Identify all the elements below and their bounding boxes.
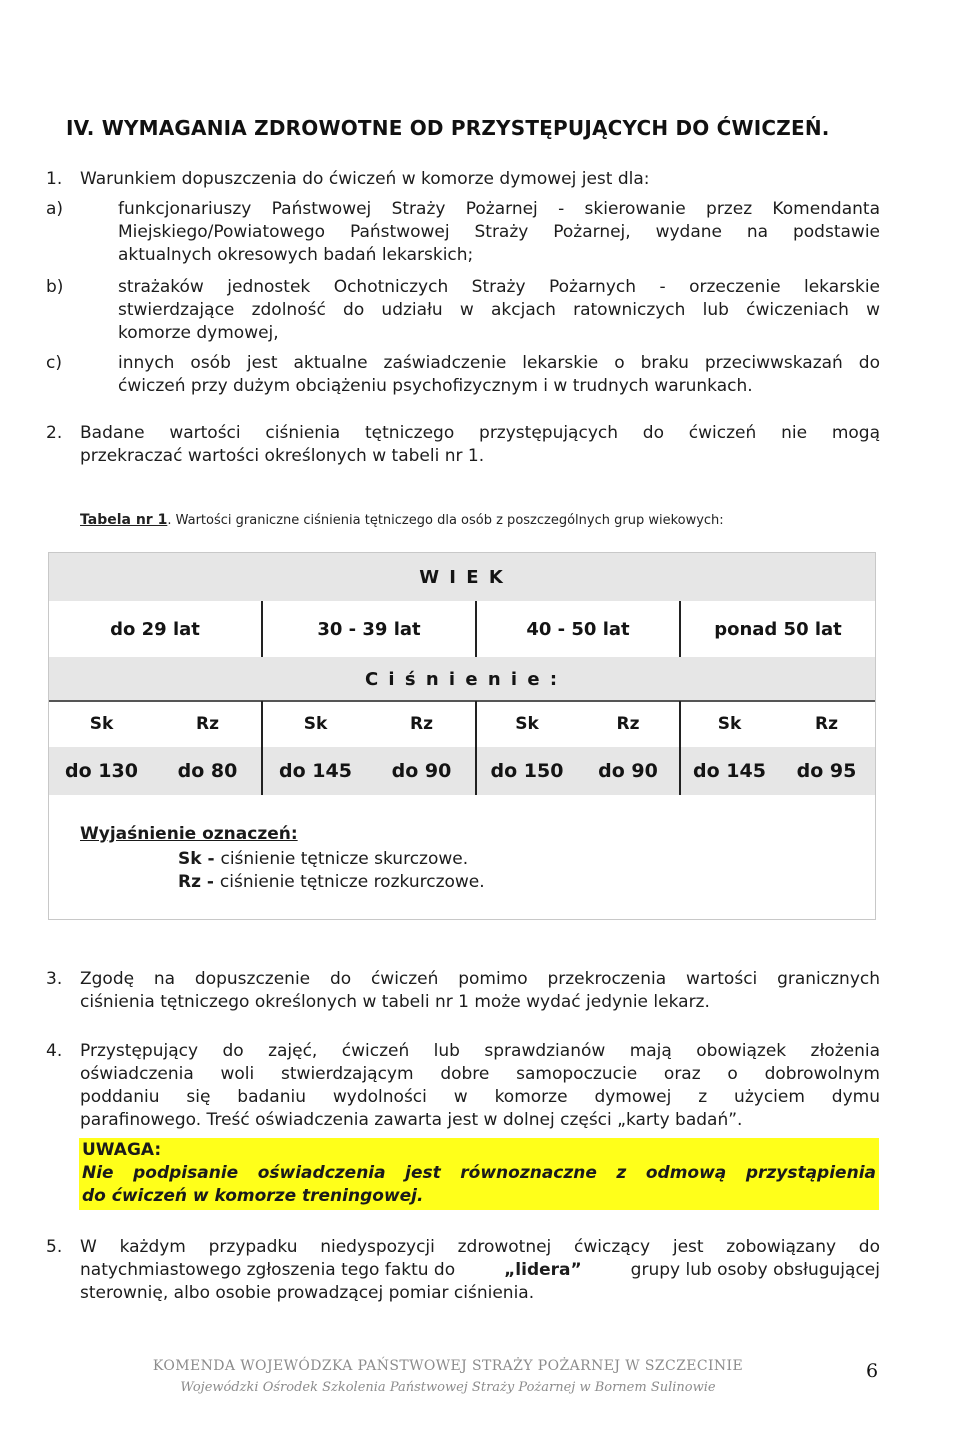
- sub-header-cell: Sk: [303, 714, 328, 734]
- legend-desc: ciśnienie tętnicze skurczowe.: [220, 849, 469, 869]
- legend-abbr: Sk: [178, 849, 202, 869]
- item-a-line-1: funkcjonariuszy Państwowej Straży Pożarnej - skierowanie przez Komendanta: [118, 199, 880, 219]
- section-5-number: 5.: [46, 1237, 63, 1257]
- sub-header-cell: Rz: [368, 701, 477, 747]
- legend-desc: ciśnienie tętnicze rozkurczowe.: [219, 872, 485, 892]
- item-a-line-2: Miejskiego/Powiatowego Państwowej Straży Pożarnej, wydane na podstawie: [118, 222, 880, 242]
- sub-header-cell: Sk: [717, 714, 742, 734]
- section-4-number: 4.: [46, 1041, 63, 1061]
- section-4-line-3: poddaniu się badaniu wydolności w komorze dymowej z użyciem dymu: [80, 1087, 880, 1107]
- legend-abbr: Rz: [178, 872, 201, 892]
- item-b-line-3: komorze dymowej,: [118, 323, 279, 343]
- section-4-line-1: Przystępujący do zajęć, ćwiczeń lub sprawdzianów mają obowiązek złożenia: [80, 1041, 880, 1061]
- section-1-number: 1.: [46, 169, 63, 189]
- value-cell: do 95: [796, 760, 857, 782]
- value-cell: do 145: [693, 760, 766, 782]
- section-5-line-2: [80, 1259, 880, 1282]
- warning-line-2: do ćwiczeń w komorze treningowej.: [82, 1186, 424, 1206]
- item-b-line-2: stwierdzające zdolność do udziału w akcjach ratowniczych lub ćwiczeniach w: [118, 300, 880, 320]
- section-1-intro: Warunkiem dopuszczenia do ćwiczeń w komorze dymowej jest dla:: [80, 169, 650, 189]
- value-cell: do 80: [154, 747, 263, 795]
- age-group-cell: ponad 50 lat: [714, 618, 842, 640]
- age-group-row: [49, 601, 875, 657]
- pressure-header: C i ś n i e n i e :: [364, 668, 560, 690]
- section-2-number: 2.: [46, 423, 63, 443]
- page-number: 6: [866, 1360, 879, 1382]
- legend-entry: [178, 872, 485, 892]
- footer-organization: KOMENDA WOJEWÓDZKA PAŃSTWOWEJ STRAŻY POŻARNEJ W SZCZECINIE: [152, 1358, 744, 1374]
- age-header: W I E K: [419, 566, 505, 588]
- warning-line-1: Nie podpisanie oświadczenia jest równoznaczne z odmową przystąpienia: [82, 1163, 876, 1183]
- section-5-line-2-start: natychmiastowego zgłoszenia tego faktu do: [80, 1260, 461, 1280]
- section-4-line-4: parafinowego. Treść oświadczenia zawarta jest w dolnej części „karty badań”.: [80, 1110, 743, 1130]
- value-cell: do 90: [368, 747, 477, 795]
- value-cell: do 90: [577, 747, 681, 795]
- sub-header-cell: Rz: [154, 701, 263, 747]
- item-b-line-1: strażaków jednostek Ochotniczych Straży Pożarnych - orzeczenie lekarskie: [118, 277, 880, 297]
- section-2-line-2: przekraczać wartości określonych w tabeli nr 1.: [80, 446, 485, 466]
- age-group-cell: 40 - 50 lat: [477, 601, 681, 657]
- sub-header-cell: Rz: [815, 714, 838, 734]
- section-5-line-3: sterownię, albo osobie prowadzącej pomiar ciśnienia.: [80, 1283, 535, 1303]
- section-5-line-2-end: grupy lub osoby obsługującej: [625, 1260, 880, 1280]
- sub-header-cell: Rz: [577, 701, 681, 747]
- legend-dash: -: [201, 849, 221, 869]
- value-cell: do 130: [65, 760, 138, 782]
- value-cell: do 150: [490, 760, 564, 782]
- age-group-cell: 30 - 39 lat: [263, 601, 477, 657]
- section-3-line-2: ciśnienia tętniczego określonych w tabeli nr 1 może wydać jedynie lekarz.: [80, 992, 710, 1012]
- item-c-marker: c): [46, 353, 62, 373]
- section-3-line-1: Zgodę na dopuszczenie do ćwiczeń pomimo przekroczenia wartości granicznych: [80, 969, 880, 989]
- section-5-line-1: W każdym przypadku niedyspozycji zdrowotnej ćwiczący jest zobowiązany do: [80, 1237, 880, 1257]
- warning-title: UWAGA:: [82, 1140, 162, 1160]
- sub-header-cell: Sk: [89, 714, 114, 734]
- footer-center: Wojewódzki Ośrodek Szkolenia Państwowej Straży Pożarnej w Bornem Sulinowie: [180, 1380, 716, 1395]
- section-4-line-2: oświadczenia woli stwierdzającym dobre samopoczucie oraz o dobrowolnym: [80, 1064, 880, 1084]
- item-a-marker: a): [46, 199, 64, 219]
- values-row: [49, 747, 875, 795]
- item-c-line-2: ćwiczeń przy dużym obciążeniu psychofizycznym i w trudnych warunkach.: [118, 376, 753, 396]
- table-caption-text: . Wartości graniczne ciśnienia tętniczego dla osób z poszczególnych grup wiekowych:: [167, 513, 724, 528]
- item-c-line-1: innych osób jest aktualne zaświadczenie lekarskie o braku przeciwwskazań do: [118, 353, 880, 373]
- leader-term: „lidera”: [504, 1260, 582, 1280]
- section-2-line-1: Badane wartości ciśnienia tętniczego przystępujących do ćwiczeń nie mogą: [80, 423, 880, 443]
- table-caption: [80, 512, 724, 528]
- legend-dash: -: [201, 872, 220, 892]
- value-cell: do 145: [279, 760, 352, 782]
- item-b-marker: b): [46, 277, 64, 297]
- age-group-cell: do 29 lat: [49, 601, 263, 657]
- chapter-heading: IV. WYMAGANIA ZDROWOTNE OD PRZYSTĘPUJĄCYCH DO ĆWICZEŃ.: [66, 116, 830, 140]
- item-a-line-3: aktualnych okresowych badań lekarskich;: [118, 245, 474, 265]
- table-caption-label: Tabela nr 1: [80, 512, 168, 528]
- legend-title: Wyjaśnienie oznaczeń:: [80, 824, 298, 844]
- legend-entry: [178, 849, 468, 869]
- sub-header-row: [49, 701, 875, 747]
- section-3-number: 3.: [46, 969, 63, 989]
- sub-header-cell: Sk: [515, 714, 539, 734]
